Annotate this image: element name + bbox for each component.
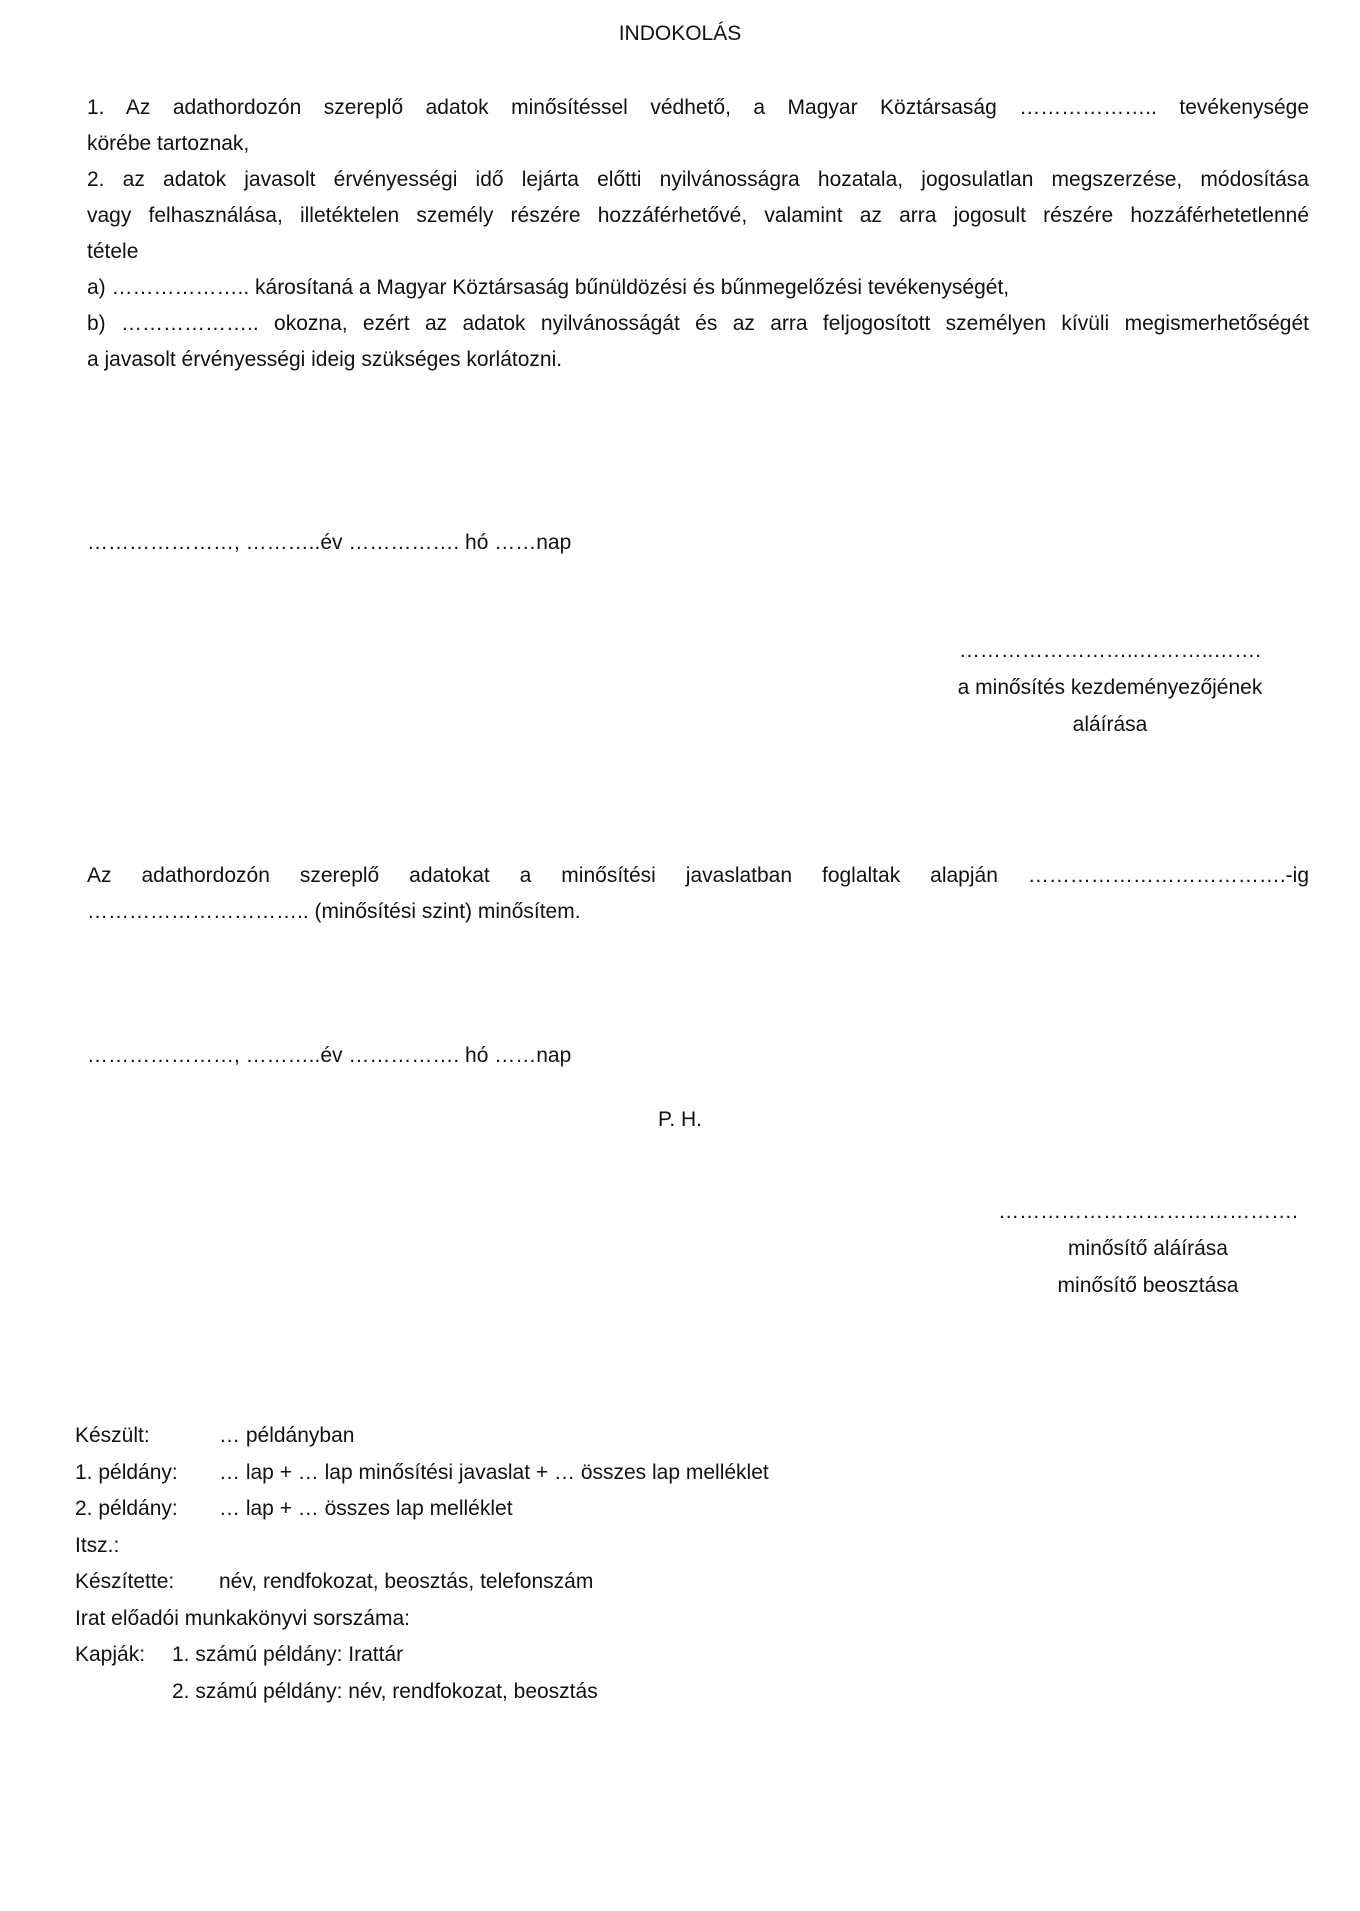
footer-label-keszitette: Készítette:	[75, 1570, 175, 1593]
reasoning-point-2-line-1: 2. az adatok javasolt érvényességi idő lejárta előtti nyilvánosságra hozatala, jogosulatlan megszerzése, módosítása	[87, 168, 1309, 191]
footer-value-peldany-1: … lap + … lap minősítési javaslat + … összes lap melléklet	[219, 1460, 769, 1484]
footer-row-peldany-2	[75, 1491, 769, 1528]
footer-label-peldany-2: 2. példány:	[75, 1497, 178, 1520]
footer-value-kapjak-1: 1. számú példány: Irattár	[172, 1643, 404, 1666]
classifier-signature-caption-1: minősítő aláírása	[1068, 1237, 1228, 1260]
footer-row-keszult	[75, 1418, 769, 1455]
initiator-signature-dots: ……………………..………..…….	[958, 639, 1262, 662]
stamp-placeholder: P. H.	[658, 1108, 702, 1131]
footer-label-itsz: Itsz.:	[75, 1533, 120, 1557]
reasoning-section	[87, 90, 1309, 378]
reasoning-item-b-line-2: a javasolt érvényességi ideig szükséges korlátozni.	[87, 348, 563, 371]
footer-label-peldany-1: 1. példány:	[75, 1460, 178, 1484]
distribution-footer	[75, 1418, 769, 1710]
reasoning-point-1-line-1: 1. Az adathordozón szereplő adatok minősítéssel védhető, a Magyar Köztársaság ……………….. tevékenysége	[87, 96, 1309, 119]
footer-value-keszitette: név, rendfokozat, beosztás, telefonszám	[219, 1570, 594, 1593]
reasoning-point-2-line-3: tétele	[87, 240, 139, 263]
footer-row-keszitette	[75, 1564, 769, 1601]
footer-label-keszult: Készült:	[75, 1424, 150, 1447]
footer-row-kapjak	[75, 1637, 769, 1674]
footer-row-peldany-1	[75, 1455, 769, 1492]
footer-row-kapjak-2	[75, 1674, 769, 1711]
initiator-signature-caption-1: a minősítés kezdeményezőjének	[957, 676, 1263, 699]
classifier-signature-block	[918, 1193, 1360, 1304]
footer-row-itsz	[75, 1528, 769, 1565]
date-line-classifier: …………………, ………..év ……………. hó ……nap	[87, 1044, 572, 1067]
classifier-signature-dots: …………………………………….	[998, 1200, 1298, 1223]
initiator-signature-block	[880, 632, 1340, 743]
date-line-initiator: …………………, ………..év ……………. hó ……nap	[87, 531, 572, 554]
classification-section	[87, 858, 1309, 930]
footer-value-kapjak-2: 2. számú példány: név, rendfokozat, beosztás	[172, 1679, 598, 1703]
reasoning-item-b-line-1: b) ……………….. okozna, ezért az adatok nyilvánosságát és az arra feljogosított személyen kívüli megismerhetőségét	[87, 312, 1309, 335]
footer-row-irat	[75, 1601, 769, 1638]
reasoning-point-2-line-2: vagy felhasználása, illetéktelen személy részére hozzáférhetővé, valamint az arra jogosult részére hozzáférhetetlenné	[87, 204, 1309, 227]
footer-value-peldany-2: … lap + … összes lap melléklet	[219, 1497, 513, 1520]
footer-label-irat: Irat előadói munkakönyvi sorszáma:	[75, 1606, 410, 1630]
reasoning-item-a: a) ……………….. károsítaná a Magyar Köztársaság bűnüldözési és bűnmegelőzési tevékenységét,	[87, 276, 1010, 299]
initiator-signature-caption-2: aláírása	[1072, 713, 1148, 736]
footer-value-keszult: … példányban	[219, 1424, 355, 1447]
footer-label-kapjak: Kapják:	[75, 1643, 146, 1666]
document-title: INDOKOLÁS	[618, 22, 742, 45]
classification-line-1: Az adathordozón szereplő adatokat a minősítési javaslatban foglaltak alapján ……………………………….-ig	[87, 864, 1309, 887]
classifier-signature-caption-2: minősítő beosztása	[1057, 1274, 1239, 1297]
reasoning-point-1-line-2: körébe tartoznak,	[87, 132, 250, 155]
classification-line-2: ………………………….. (minősítési szint) minősítem.	[87, 900, 581, 923]
